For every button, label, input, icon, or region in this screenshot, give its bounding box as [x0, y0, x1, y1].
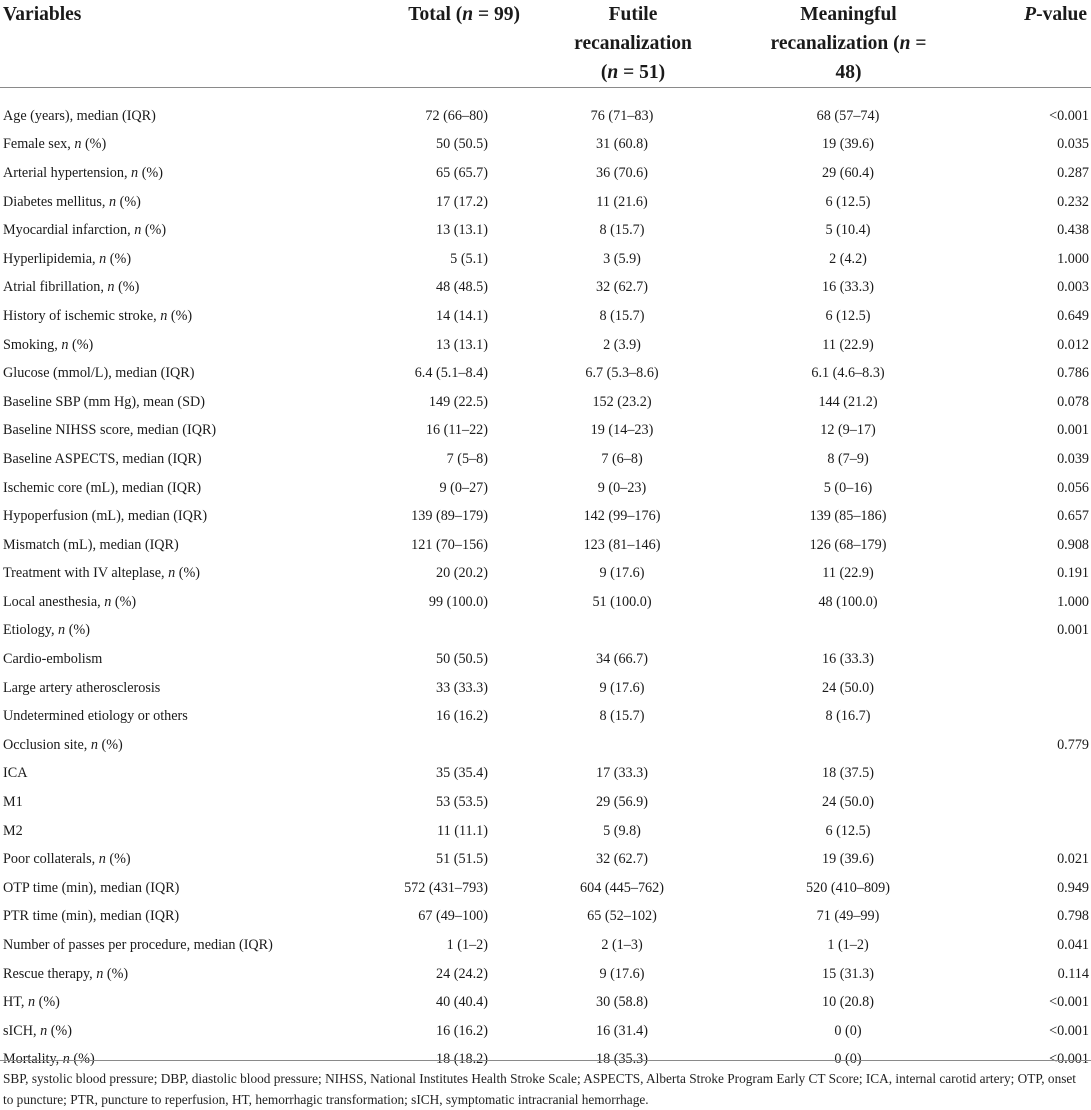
- variable-cell: Myocardial infarction, n (%): [3, 222, 167, 239]
- variable-cell: Diabetes mellitus, n (%): [3, 193, 141, 210]
- total-cell: 33 (33.3): [435, 679, 488, 696]
- variable-cell: ICA: [3, 765, 28, 782]
- meaningful-cell: 12 (9–17): [820, 422, 876, 439]
- footnote-divider: [0, 1060, 1091, 1061]
- variable-cell: Baseline NIHSS score, median (IQR): [3, 422, 217, 439]
- header-meaningful: Meaningful recanalization (n = 48): [770, 4, 927, 83]
- total-cell: 16 (16.2): [435, 708, 488, 725]
- total-cell: 50 (50.5): [435, 136, 488, 153]
- futile-cell: 3 (5.9): [603, 250, 641, 267]
- meaningful-cell: 19 (39.6): [821, 136, 874, 153]
- total-cell: 35 (35.4): [435, 765, 488, 782]
- total-cell: 14 (14.1): [435, 307, 488, 324]
- total-cell: 72 (66–80): [425, 107, 488, 124]
- pvalue-cell: [941, 674, 1091, 703]
- futile-cell: 152 (23.2): [592, 393, 652, 410]
- table-row: [0, 502, 1091, 531]
- meaningful-cell: 19 (39.6): [821, 851, 874, 868]
- variable-cell: OTP time (min), median (IQR): [3, 879, 180, 896]
- table-row: [0, 131, 1091, 160]
- table-row: [0, 1017, 1091, 1046]
- table-row: [0, 788, 1091, 817]
- header-row: [0, 0, 1091, 88]
- futile-cell: 18 (35.3): [595, 1051, 648, 1068]
- header-futile: Futile recanalization (n = 51): [574, 4, 692, 83]
- table-row: [0, 445, 1091, 474]
- futile-cell: 32 (62.7): [595, 851, 648, 868]
- total-cell: [356, 617, 526, 646]
- table-row: [0, 702, 1091, 731]
- total-cell: 6.4 (5.1–8.4): [414, 365, 488, 382]
- futile-cell: 29 (56.9): [595, 794, 648, 811]
- futile-cell: 123 (81–146): [583, 536, 661, 553]
- variable-cell: Hyperlipidemia, n (%): [3, 250, 132, 267]
- futile-cell: 7 (6–8): [601, 450, 643, 467]
- pvalue-cell: 0.056: [1057, 479, 1089, 496]
- table-row: [0, 931, 1091, 960]
- variable-cell: Female sex, n (%): [3, 136, 107, 153]
- meaningful-cell: 71 (49–99): [816, 908, 880, 925]
- futile-cell: [526, 731, 716, 760]
- pvalue-cell: <0.001: [1049, 994, 1089, 1011]
- variable-cell: M2: [3, 822, 23, 839]
- total-cell: 11 (11.1): [437, 822, 488, 839]
- pvalue-cell: 0.041: [1057, 937, 1089, 954]
- meaningful-cell: 5 (0–16): [823, 479, 873, 496]
- variable-cell: Etiology, n (%): [3, 622, 90, 639]
- variable-cell: HT, n (%): [3, 994, 60, 1011]
- variable-cell: Number of passes per procedure, median (IQR): [3, 937, 273, 954]
- meaningful-cell: 16 (33.3): [821, 279, 874, 296]
- table-body: [0, 88, 1091, 1075]
- header-total: Total (n = 99): [408, 4, 520, 25]
- futile-cell: 8 (15.7): [599, 222, 645, 239]
- table-row: [0, 88, 1091, 131]
- variable-cell: Local anesthesia, n (%): [3, 593, 137, 610]
- meaningful-cell: 6 (12.5): [825, 822, 871, 839]
- table-row: [0, 216, 1091, 245]
- futile-cell: 9 (17.6): [599, 965, 645, 982]
- pvalue-cell: 0.003: [1057, 279, 1089, 296]
- meaningful-cell: 16 (33.3): [821, 651, 874, 668]
- total-cell: 13 (13.1): [435, 222, 488, 239]
- variable-cell: Smoking, n (%): [3, 336, 94, 353]
- variable-cell: Mortality, n (%): [3, 1051, 95, 1068]
- table-row: [0, 960, 1091, 989]
- futile-cell: 51 (100.0): [592, 593, 652, 610]
- variable-cell: Mismatch (mL), median (IQR): [3, 536, 179, 553]
- total-cell: 50 (50.5): [435, 651, 488, 668]
- table-row: [0, 359, 1091, 388]
- total-cell: 99 (100.0): [428, 593, 488, 610]
- total-cell: [356, 731, 526, 760]
- pvalue-cell: [941, 788, 1091, 817]
- meaningful-cell: 144 (21.2): [818, 393, 878, 410]
- table-row: [0, 874, 1091, 903]
- meaningful-cell: 11 (22.9): [822, 565, 874, 582]
- meaningful-cell: 68 (57–74): [816, 107, 880, 124]
- futile-cell: 30 (58.8): [595, 994, 648, 1011]
- meaningful-cell: 29 (60.4): [821, 164, 874, 181]
- meaningful-cell: 8 (7–9): [827, 450, 869, 467]
- futile-cell: 2 (3.9): [603, 336, 641, 353]
- meaningful-cell: 24 (50.0): [821, 679, 874, 696]
- futile-cell: 9 (0–23): [597, 479, 647, 496]
- pvalue-cell: 0.786: [1057, 365, 1089, 382]
- pvalue-cell: 0.287: [1057, 164, 1089, 181]
- table-row: [0, 474, 1091, 503]
- total-cell: 18 (18.2): [435, 1051, 488, 1068]
- variable-cell: Occlusion site, n (%): [3, 736, 123, 753]
- meaningful-cell: 8 (16.7): [825, 708, 871, 725]
- meaningful-cell: 6 (12.5): [825, 193, 871, 210]
- total-cell: 7 (5–8): [446, 450, 488, 467]
- pvalue-cell: [941, 702, 1091, 731]
- total-cell: 13 (13.1): [435, 336, 488, 353]
- table-row: [0, 188, 1091, 217]
- variable-cell: Cardio-embolism: [3, 651, 103, 668]
- futile-cell: 2 (1–3): [601, 937, 643, 954]
- futile-cell: 8 (15.7): [599, 307, 645, 324]
- variable-cell: Rescue therapy, n (%): [3, 965, 129, 982]
- total-cell: 67 (49–100): [418, 908, 488, 925]
- total-cell: 16 (11–22): [425, 422, 488, 439]
- table-row: [0, 903, 1091, 932]
- pvalue-cell: <0.001: [1049, 107, 1089, 124]
- futile-cell: 65 (52–102): [587, 908, 657, 925]
- variable-cell: Ischemic core (mL), median (IQR): [3, 479, 202, 496]
- variable-cell: Atrial fibrillation, n (%): [3, 279, 140, 296]
- total-cell: 139 (89–179): [411, 508, 488, 525]
- futile-cell: 11 (21.6): [596, 193, 648, 210]
- table-row: [0, 560, 1091, 589]
- futile-cell: 36 (70.6): [595, 164, 648, 181]
- pvalue-cell: [941, 817, 1091, 846]
- pvalue-cell: <0.001: [1049, 1022, 1089, 1039]
- futile-cell: 31 (60.8): [595, 136, 648, 153]
- pvalue-cell: [941, 760, 1091, 789]
- pvalue-cell: 0.191: [1057, 565, 1089, 582]
- futile-cell: 9 (17.6): [599, 679, 645, 696]
- pvalue-cell: 0.779: [1057, 736, 1089, 753]
- meaningful-cell: 126 (68–179): [809, 536, 887, 553]
- pvalue-cell: 1.000: [1057, 250, 1089, 267]
- total-cell: 20 (20.2): [435, 565, 488, 582]
- futile-cell: 17 (33.3): [595, 765, 648, 782]
- table-row: [0, 274, 1091, 303]
- futile-cell: 34 (66.7): [595, 651, 648, 668]
- table-header: [0, 0, 1091, 88]
- pvalue-cell: 0.657: [1057, 508, 1089, 525]
- variable-cell: Poor collaterals, n (%): [3, 851, 131, 868]
- futile-cell: 6.7 (5.3–8.6): [585, 365, 659, 382]
- futile-cell: 16 (31.4): [595, 1022, 648, 1039]
- futile-cell: 32 (62.7): [595, 279, 648, 296]
- table-row: [0, 731, 1091, 760]
- total-cell: 48 (48.5): [435, 279, 488, 296]
- meaningful-cell: 11 (22.9): [822, 336, 874, 353]
- table-row: [0, 674, 1091, 703]
- variable-cell: PTR time (min), median (IQR): [3, 908, 180, 925]
- table-row: [0, 388, 1091, 417]
- variable-cell: History of ischemic stroke, n (%): [3, 307, 193, 324]
- futile-cell: 142 (99–176): [583, 508, 661, 525]
- pvalue-cell: 0.908: [1057, 536, 1089, 553]
- table-row: [0, 845, 1091, 874]
- table-row: [0, 245, 1091, 274]
- total-cell: 5 (5.1): [450, 250, 488, 267]
- variable-cell: Age (years), median (IQR): [3, 107, 156, 124]
- total-cell: 24 (24.2): [435, 965, 488, 982]
- table-row: [0, 331, 1091, 360]
- variable-cell: Baseline SBP (mm Hg), mean (SD): [3, 393, 206, 410]
- pvalue-cell: 0.039: [1057, 450, 1089, 467]
- meaningful-cell: 6 (12.5): [825, 307, 871, 324]
- futile-cell: 9 (17.6): [599, 565, 645, 582]
- pvalue-cell: 1.000: [1057, 593, 1089, 610]
- pvalue-cell: 0.949: [1057, 879, 1089, 896]
- variable-cell: Hypoperfusion (mL), median (IQR): [3, 508, 208, 525]
- total-cell: 121 (70–156): [411, 536, 488, 553]
- total-cell: 53 (53.5): [435, 794, 488, 811]
- variable-cell: Large artery atherosclerosis: [3, 679, 161, 696]
- meaningful-cell: 6.1 (4.6–8.3): [811, 365, 885, 382]
- table-row: [0, 417, 1091, 446]
- meaningful-cell: 48 (100.0): [818, 593, 878, 610]
- total-cell: 65 (65.7): [435, 164, 488, 181]
- total-cell: 572 (431–793): [404, 879, 488, 896]
- variable-cell: Treatment with IV alteplase, n (%): [3, 565, 201, 582]
- meaningful-cell: 15 (31.3): [821, 965, 874, 982]
- variable-cell: Glucose (mmol/L), median (IQR): [3, 365, 195, 382]
- meaningful-cell: [716, 617, 941, 646]
- table-row: [0, 817, 1091, 846]
- futile-cell: 19 (14–23): [590, 422, 654, 439]
- table-row: [0, 988, 1091, 1017]
- total-cell: 17 (17.2): [435, 193, 488, 210]
- table-row: [0, 588, 1091, 617]
- pvalue-cell: 0.438: [1057, 222, 1089, 239]
- total-cell: 40 (40.4): [435, 994, 488, 1011]
- total-cell: 9 (0–27): [439, 479, 488, 496]
- variable-cell: M1: [3, 794, 23, 811]
- meaningful-cell: 2 (4.2): [829, 250, 867, 267]
- meaningful-cell: 0 (0): [834, 1051, 862, 1068]
- pvalue-cell: 0.001: [1057, 422, 1089, 439]
- total-cell: 16 (16.2): [435, 1022, 488, 1039]
- pvalue-cell: <0.001: [1049, 1051, 1089, 1068]
- pvalue-cell: 0.649: [1057, 307, 1089, 324]
- pvalue-cell: 0.001: [1057, 622, 1089, 639]
- meaningful-cell: [716, 731, 941, 760]
- pvalue-cell: 0.078: [1057, 393, 1089, 410]
- futile-cell: 604 (445–762): [580, 879, 664, 896]
- meaningful-cell: 10 (20.8): [821, 994, 874, 1011]
- header-pvalue: P-value: [1024, 4, 1087, 25]
- variable-cell: sICH, n (%): [3, 1022, 72, 1039]
- variable-cell: Baseline ASPECTS, median (IQR): [3, 450, 202, 467]
- table-row: [0, 302, 1091, 331]
- table-row: [0, 617, 1091, 646]
- table-row: [0, 760, 1091, 789]
- variable-cell: Undetermined etiology or others: [3, 708, 188, 725]
- futile-cell: [526, 617, 716, 646]
- table-row: [0, 159, 1091, 188]
- table-row: [0, 645, 1091, 674]
- header-variables: Variables: [3, 4, 82, 25]
- meaningful-cell: 520 (410–809): [806, 879, 890, 896]
- total-cell: 1 (1–2): [446, 937, 488, 954]
- total-cell: 149 (22.5): [428, 393, 488, 410]
- meaningful-cell: 5 (10.4): [825, 222, 871, 239]
- futile-cell: 5 (9.8): [603, 822, 641, 839]
- total-cell: 51 (51.5): [435, 851, 488, 868]
- table-row: [0, 531, 1091, 560]
- table-footnote: SBP, systolic blood pressure; DBP, diastolic blood pressure; NIHSS, National Institutes Health Stroke Scale; ASPECTS, Alberta Stroke Program Early CT Score; ICA, internal carotid artery; OTP, onset to puncture; PTR, puncture to reperfusion, HT, hemorrhagic transformation; sICH, symptomatic intracranial hemorrhage.: [3, 1071, 1076, 1107]
- meaningful-cell: 139 (85–186): [809, 508, 887, 525]
- futile-cell: 76 (71–83): [590, 107, 654, 124]
- pvalue-cell: 0.798: [1057, 908, 1089, 925]
- pvalue-cell: 0.012: [1057, 336, 1089, 353]
- pvalue-cell: [941, 645, 1091, 674]
- meaningful-cell: 0 (0): [834, 1022, 862, 1039]
- pvalue-cell: 0.114: [1057, 965, 1089, 982]
- futile-cell: 8 (15.7): [599, 708, 645, 725]
- variable-cell: Arterial hypertension, n (%): [3, 164, 163, 181]
- pvalue-cell: 0.021: [1057, 851, 1089, 868]
- pvalue-cell: 0.232: [1057, 193, 1089, 210]
- meaningful-cell: 18 (37.5): [821, 765, 874, 782]
- meaningful-cell: 1 (1–2): [827, 937, 869, 954]
- meaningful-cell: 24 (50.0): [821, 794, 874, 811]
- pvalue-cell: 0.035: [1057, 136, 1089, 153]
